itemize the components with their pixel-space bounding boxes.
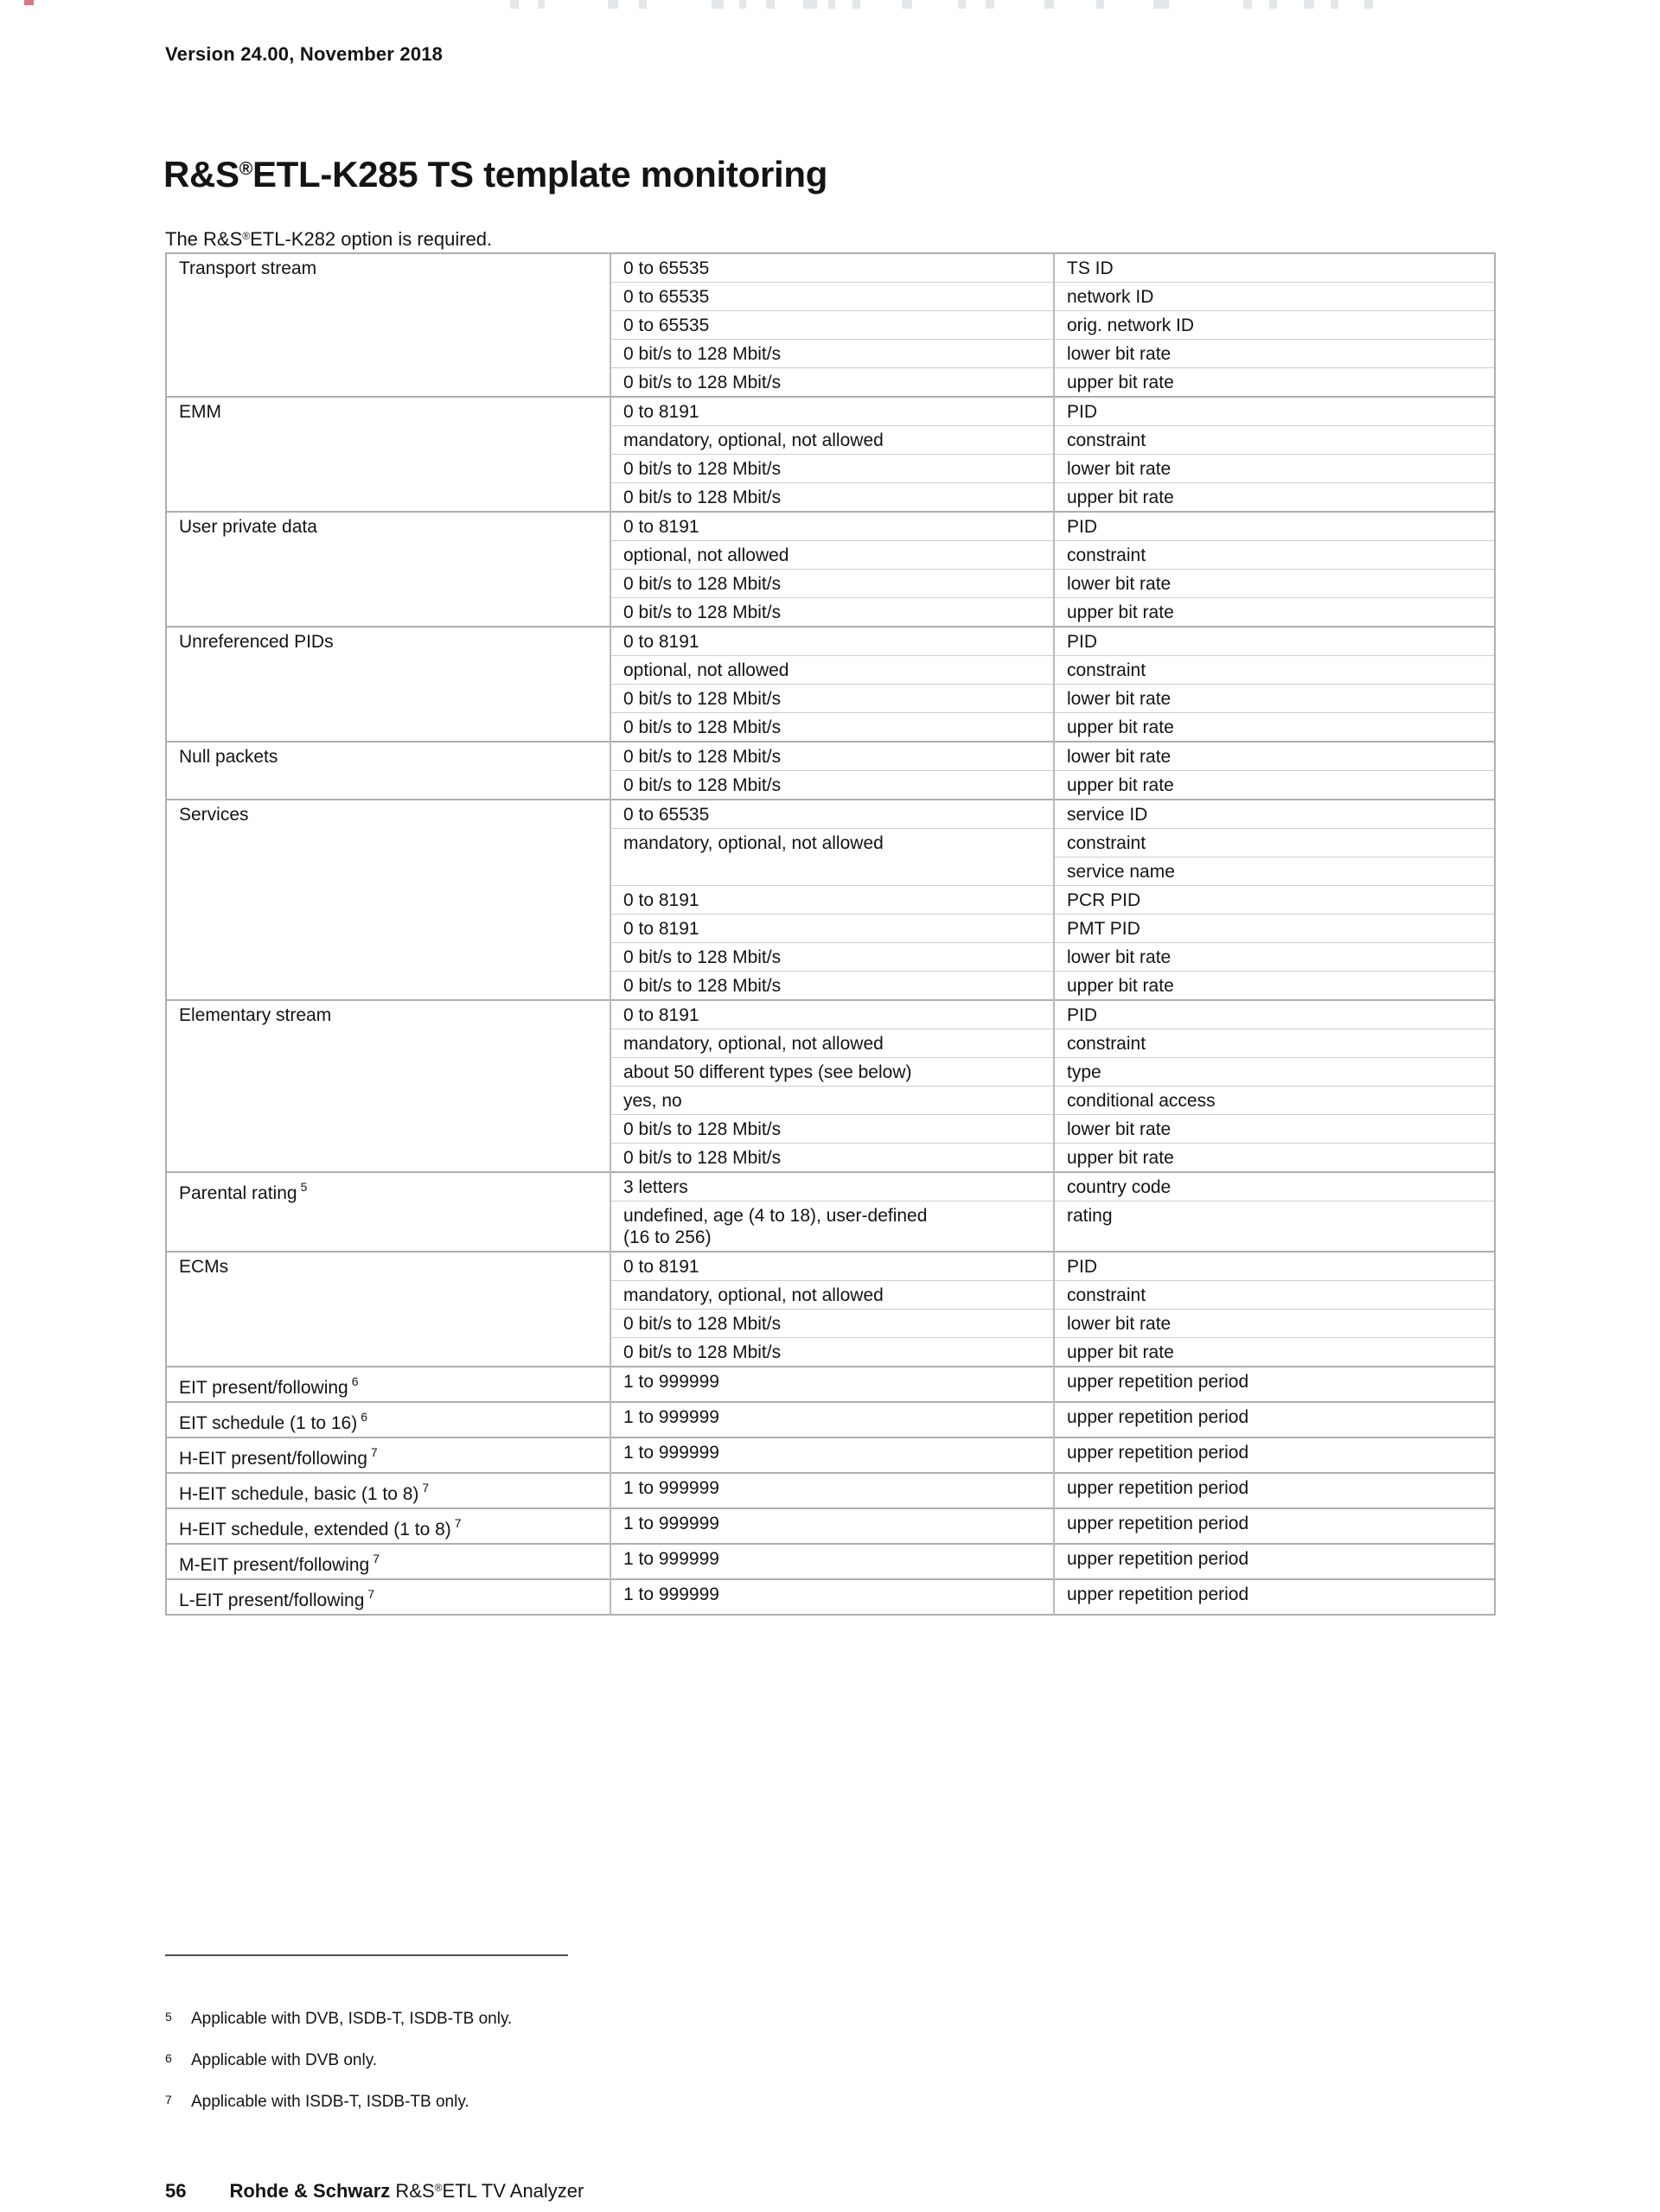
param-cell: upper bit rate — [1054, 483, 1495, 513]
artifact-mark — [639, 0, 647, 9]
param-cell: upper repetition period — [1054, 1473, 1495, 1508]
footnote — [165, 2090, 512, 2114]
artifact-mark — [1364, 0, 1373, 9]
param-cell: upper bit rate — [1054, 598, 1495, 628]
param-cell: constraint — [1054, 1030, 1495, 1058]
range-cell: 0 bit/s to 128 Mbit/s — [610, 598, 1054, 628]
artifact-mark — [739, 0, 746, 9]
title-brand: R&S — [163, 154, 239, 194]
range-cell: 0 bit/s to 128 Mbit/s — [610, 972, 1054, 1001]
footnote-marker: 6 — [351, 1374, 359, 1388]
param-cell: lower bit rate — [1054, 685, 1495, 713]
param-cell: PMT PID — [1054, 915, 1495, 943]
range-cell: 1 to 999999 — [610, 1579, 1054, 1615]
group-label-cell: M-EIT present/following $^7$ — [166, 1544, 610, 1579]
range-cell: 0 bit/s to 128 Mbit/s — [610, 483, 1054, 513]
table-row — [166, 1437, 1495, 1473]
range-cell: 0 to 8191 — [610, 1000, 1054, 1030]
param-cell: upper bit rate — [1054, 771, 1495, 800]
artifact-mark — [902, 0, 912, 9]
range-cell: 1 to 999999 — [610, 1544, 1054, 1579]
param-cell: upper bit rate — [1054, 713, 1495, 743]
range-cell: 0 bit/s to 128 Mbit/s — [610, 742, 1054, 771]
param-cell: upper repetition period — [1054, 1437, 1495, 1473]
group-label-cell: User private data — [166, 512, 610, 627]
param-cell: constraint — [1054, 656, 1495, 685]
range-cell: 0 bit/s to 128 Mbit/s — [610, 771, 1054, 800]
table-row — [166, 1367, 1495, 1402]
param-cell: PCR PID — [1054, 886, 1495, 915]
artifact-mark — [1243, 0, 1252, 9]
artifact-mark — [24, 0, 34, 5]
footnote-text: Applicable with DVB only. — [191, 2051, 378, 2069]
param-cell: PID — [1054, 1252, 1495, 1281]
artifact-mark — [1096, 0, 1104, 9]
param-cell: service ID — [1054, 800, 1495, 829]
group-label-cell: Unreferenced PIDs — [166, 627, 610, 742]
param-cell: lower bit rate — [1054, 943, 1495, 972]
version-header: Version 24.00, November 2018 — [165, 43, 444, 65]
group-label-cell: Elementary stream — [166, 1000, 610, 1172]
param-cell: upper repetition period — [1054, 1579, 1495, 1615]
page-title — [163, 154, 827, 195]
range-cell: 0 to 8191 — [610, 512, 1054, 541]
param-cell: service name — [1054, 857, 1495, 886]
table-row — [166, 1172, 1495, 1202]
group-label-cell: EIT present/following $^6$ — [166, 1367, 610, 1402]
footer-company: Rohde & Schwarz — [229, 2180, 391, 2202]
registered-trademark-icon: ® — [239, 159, 252, 179]
table-row — [166, 1579, 1495, 1615]
table-row — [166, 1473, 1495, 1508]
table-row — [166, 800, 1495, 829]
table-row — [166, 1508, 1495, 1544]
param-cell: constraint — [1054, 1281, 1495, 1310]
range-cell: 0 to 65535 — [610, 253, 1054, 283]
table-row — [166, 742, 1495, 771]
group-label-cell: Transport stream — [166, 253, 610, 397]
artifact-mark — [1269, 0, 1277, 9]
spec-table-container — [165, 252, 1496, 1616]
table-row — [166, 253, 1495, 283]
footnote-marker: 7 — [422, 1481, 430, 1495]
registered-trademark-icon: ® — [434, 2182, 443, 2194]
param-cell: constraint — [1054, 541, 1495, 570]
footnote-marker: 7 — [367, 1587, 375, 1601]
artifact-mark — [852, 0, 860, 9]
range-cell: 0 bit/s to 128 Mbit/s — [610, 340, 1054, 368]
footnotes — [165, 2007, 512, 2132]
range-cell: 1 to 999999 — [610, 1508, 1054, 1544]
range-cell: 0 bit/s to 128 Mbit/s — [610, 368, 1054, 398]
range-cell: 0 to 65535 — [610, 800, 1054, 829]
range-cell: 0 bit/s to 128 Mbit/s — [610, 1144, 1054, 1173]
artifact-mark — [608, 0, 618, 9]
param-cell: type — [1054, 1058, 1495, 1087]
table-row — [166, 1544, 1495, 1579]
range-cell: 1 to 999999 — [610, 1437, 1054, 1473]
group-label-cell: H-EIT schedule, basic (1 to 8) $^7$ — [166, 1473, 610, 1508]
param-cell: upper repetition period — [1054, 1402, 1495, 1437]
range-cell: 1 to 999999 — [610, 1473, 1054, 1508]
registered-trademark-icon: ® — [242, 230, 251, 242]
group-label-cell: Parental rating $^5$ — [166, 1172, 610, 1252]
footnote-marker: 5 — [165, 2010, 172, 2024]
footnote-marker: 5 — [300, 1180, 308, 1194]
param-cell: PID — [1054, 512, 1495, 541]
group-label-cell: H-EIT schedule, extended (1 to 8) $^7$ — [166, 1508, 610, 1544]
footnote-marker: 6 — [165, 2051, 172, 2065]
range-cell: 0 to 8191 — [610, 1252, 1054, 1281]
group-label-cell: ECMs — [166, 1252, 610, 1367]
artifact-mark — [803, 0, 817, 9]
param-cell: upper bit rate — [1054, 1338, 1495, 1367]
artifact-mark — [958, 0, 966, 9]
title-name: ETL-K285 TS template monitoring — [252, 154, 828, 194]
param-cell: PID — [1054, 627, 1495, 656]
footnote-text: Applicable with DVB, ISDB-T, ISDB-TB only. — [191, 2010, 513, 2028]
range-cell: mandatory, optional, not allowed — [610, 426, 1054, 455]
artifact-mark — [712, 0, 724, 9]
param-cell: PID — [1054, 397, 1495, 426]
param-cell: PID — [1054, 1000, 1495, 1030]
param-cell: upper bit rate — [1054, 1144, 1495, 1173]
range-cell: 0 bit/s to 128 Mbit/s — [610, 1338, 1054, 1367]
range-cell: yes, no — [610, 1087, 1054, 1115]
table-row — [166, 1402, 1495, 1437]
param-cell: lower bit rate — [1054, 455, 1495, 483]
range-cell: about 50 different types (see below) — [610, 1058, 1054, 1087]
footnote — [165, 2007, 512, 2031]
group-label-cell: Null packets — [166, 742, 610, 800]
range-cell: 0 bit/s to 128 Mbit/s — [610, 943, 1054, 972]
range-cell: mandatory, optional, not allowed — [610, 1030, 1054, 1058]
artifact-mark — [510, 0, 519, 9]
range-cell: 0 to 8191 — [610, 397, 1054, 426]
table-row — [166, 397, 1495, 426]
footnote-marker: 7 — [454, 1516, 462, 1530]
footnote-marker: 7 — [165, 2093, 172, 2107]
footnote-marker: 7 — [370, 1445, 378, 1459]
range-cell: 0 to 8191 — [610, 886, 1054, 915]
param-cell: constraint — [1054, 829, 1495, 857]
footer-product: R&S — [395, 2180, 435, 2202]
param-cell: network ID — [1054, 283, 1495, 311]
footnote — [165, 2049, 512, 2073]
group-label-cell: EIT schedule (1 to 16) $^6$ — [166, 1402, 610, 1437]
ts-template-monitoring-table — [165, 252, 1496, 1616]
page-subtitle: The R&S®ETL-K282 option is required. — [165, 228, 493, 250]
footnote-text: Applicable with ISDB-T, ISDB-TB only. — [191, 2093, 469, 2111]
page-number: 56 — [165, 2180, 187, 2202]
range-cell: optional, not allowed — [610, 541, 1054, 570]
artifact-mark — [1331, 0, 1338, 9]
artifact-mark — [986, 0, 994, 9]
param-cell: lower bit rate — [1054, 570, 1495, 598]
artifact-mark — [1044, 0, 1054, 9]
range-cell: mandatory, optional, not allowed — [610, 1281, 1054, 1310]
param-cell: upper repetition period — [1054, 1508, 1495, 1544]
footnote-divider — [165, 1954, 568, 1956]
group-label-cell: L-EIT present/following $^7$ — [166, 1579, 610, 1615]
group-label-cell: EMM — [166, 397, 610, 512]
param-cell: rating — [1054, 1202, 1495, 1253]
range-cell: 1 to 999999 — [610, 1402, 1054, 1437]
range-cell: mandatory, optional, not allowed — [610, 829, 1054, 886]
footnote-marker: 7 — [373, 1552, 380, 1565]
artifact-mark — [1153, 0, 1169, 9]
page-footer — [165, 2180, 584, 2202]
param-cell: upper bit rate — [1054, 972, 1495, 1001]
param-cell: conditional access — [1054, 1087, 1495, 1115]
param-cell: upper bit rate — [1054, 368, 1495, 398]
param-cell: lower bit rate — [1054, 340, 1495, 368]
param-cell: orig. network ID — [1054, 311, 1495, 340]
footer-product-suffix: ETL TV Analyzer — [442, 2180, 584, 2202]
range-cell: 0 bit/s to 128 Mbit/s — [610, 685, 1054, 713]
range-cell: optional, not allowed — [610, 656, 1054, 685]
range-cell: undefined, age (4 to 18), user-defined (16 to 256) — [610, 1202, 1054, 1253]
table-row — [166, 1252, 1495, 1281]
artifact-mark — [766, 0, 775, 9]
param-cell: lower bit rate — [1054, 1310, 1495, 1338]
range-cell: 1 to 999999 — [610, 1367, 1054, 1402]
param-cell: upper repetition period — [1054, 1367, 1495, 1402]
param-cell: country code — [1054, 1172, 1495, 1202]
range-cell: 0 to 65535 — [610, 311, 1054, 340]
artifact-mark — [1304, 0, 1314, 9]
param-cell: lower bit rate — [1054, 1115, 1495, 1144]
artifact-mark — [538, 0, 545, 9]
range-cell: 0 bit/s to 128 Mbit/s — [610, 1310, 1054, 1338]
table-row — [166, 512, 1495, 541]
range-cell: 0 bit/s to 128 Mbit/s — [610, 455, 1054, 483]
range-cell: 0 bit/s to 128 Mbit/s — [610, 713, 1054, 743]
group-label-cell: H-EIT present/following $^7$ — [166, 1437, 610, 1473]
param-cell: upper repetition period — [1054, 1544, 1495, 1579]
range-cell: 0 bit/s to 128 Mbit/s — [610, 1115, 1054, 1144]
param-cell: TS ID — [1054, 253, 1495, 283]
table-row — [166, 1000, 1495, 1030]
range-cell: 0 to 65535 — [610, 283, 1054, 311]
table-row — [166, 627, 1495, 656]
footnote-marker: 6 — [361, 1410, 368, 1424]
artifact-mark — [828, 0, 835, 9]
range-cell: 0 to 8191 — [610, 627, 1054, 656]
range-cell: 3 letters — [610, 1172, 1054, 1202]
param-cell: lower bit rate — [1054, 742, 1495, 771]
param-cell: constraint — [1054, 426, 1495, 455]
group-label-cell: Services — [166, 800, 610, 1000]
range-cell: 0 bit/s to 128 Mbit/s — [610, 570, 1054, 598]
range-cell: 0 to 8191 — [610, 915, 1054, 943]
